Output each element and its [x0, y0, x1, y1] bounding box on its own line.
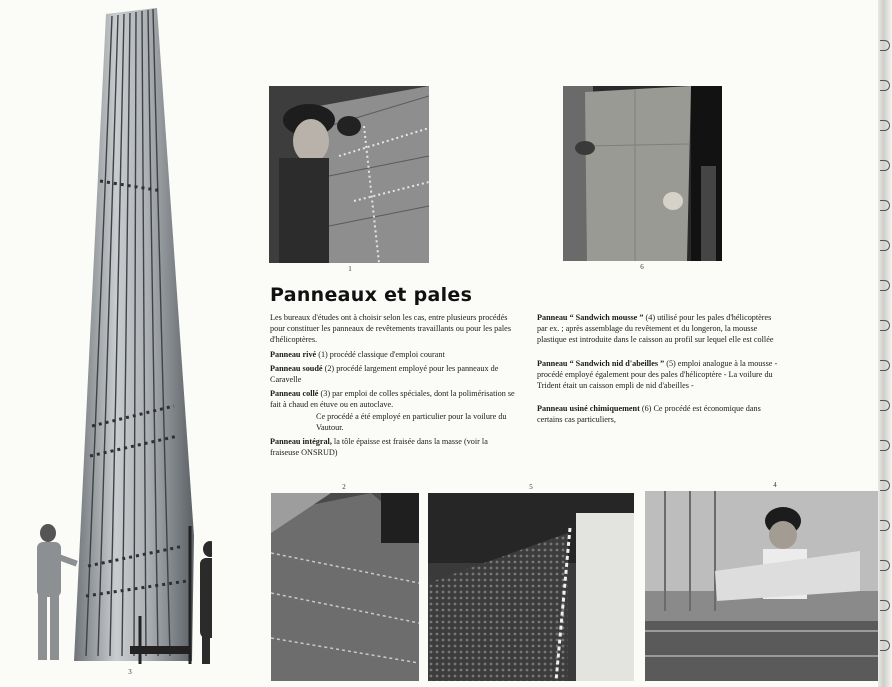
paragraph-sandwich-foam: Panneau “ Sandwich mousse ” (4) utilisé pour les pales d'hélicoptères par ex. ; après assemblage du revêtement et du longeron, la mousse plastique est introduite dans le caisson au profil sur lequel elle est collée: [537, 313, 774, 345]
photo-welded-panel: [271, 493, 419, 681]
figure-number-3: 3: [128, 668, 132, 676]
binder-ring-icon: [880, 640, 890, 651]
paragraph-integral: Panneau intégral, la tôle épaisse est fraisée dans la masse (voir la fraiseuse ONSRUD): [270, 437, 488, 458]
binder-ring-icon: [880, 520, 890, 531]
binder-ring-icon: [880, 240, 890, 251]
binder-ring-icon: [880, 160, 890, 171]
photo-wing-panel: [22, 6, 212, 668]
paragraph-riveted: Panneau rivé (1) procédé classique d'emploi courant: [270, 349, 445, 359]
figure-number-6: 6: [640, 263, 644, 271]
paragraph-sandwich-honeycomb: Panneau “ Sandwich nid d'abeilles ” (5) emploi analogue à la mousse - procédé employé également pour des pales d'hélicoptère - La voilure du Trident était un caisson empli de nid d'abeilles -: [537, 358, 778, 391]
paragraph-glued: Panneau collé (3) par emploi de colles spéciales, dont la polimérisation se fait à chaud en étuve ou en autoclave. Ce procédé a été employé en particulier pour la voilure du Vautour.: [270, 389, 515, 432]
wing-panel-illustration: [22, 6, 212, 668]
photo-honeycomb-panel: [428, 493, 634, 681]
text-column-left: [270, 312, 515, 461]
binder-ring-icon: [880, 400, 890, 411]
figure-number-2: 2: [342, 483, 346, 491]
binder-ring-icon: [880, 80, 890, 91]
binder-ring-icon: [880, 440, 890, 451]
figure-number-1: 1: [348, 265, 352, 273]
binder-ring-icon: [880, 280, 890, 291]
binder-ring-icon: [880, 320, 890, 331]
binder-ring-icon: [880, 200, 890, 211]
intro-paragraph: Les bureaux d'études ont à choisir selon les cas, entre plusieurs procédés pour constituer les panneaux de revêtements travaillants ou pour les pales d'hélicoptères.: [270, 313, 511, 345]
paragraph-chemically-machined: Panneau usiné chimiquement (6) Ce procédé est économique dans certains cas particuliers,: [537, 404, 761, 425]
binder-ring-icon: [880, 40, 890, 51]
text-column-right: [537, 312, 779, 429]
photo-chemically-machined-panel: [563, 86, 722, 261]
photo-foam-sandwich: [645, 491, 886, 681]
binder-ring-icon: [880, 560, 890, 571]
binder-ring-icon: [880, 120, 890, 131]
binder-ring-icon: [880, 360, 890, 371]
paragraph-welded: Panneau soudé (2) procédé largement employé pour les panneaux de Caravelle: [270, 363, 499, 385]
binder-ring-icon: [880, 480, 890, 491]
page-title: Panneaux et pales: [270, 284, 473, 306]
binder-ring-icon: [880, 600, 890, 611]
figure-number-5: 5: [529, 483, 533, 491]
binder-edge: [878, 0, 892, 687]
figure-number-4: 4: [773, 481, 777, 489]
photo-riveted-panel: [269, 86, 429, 263]
